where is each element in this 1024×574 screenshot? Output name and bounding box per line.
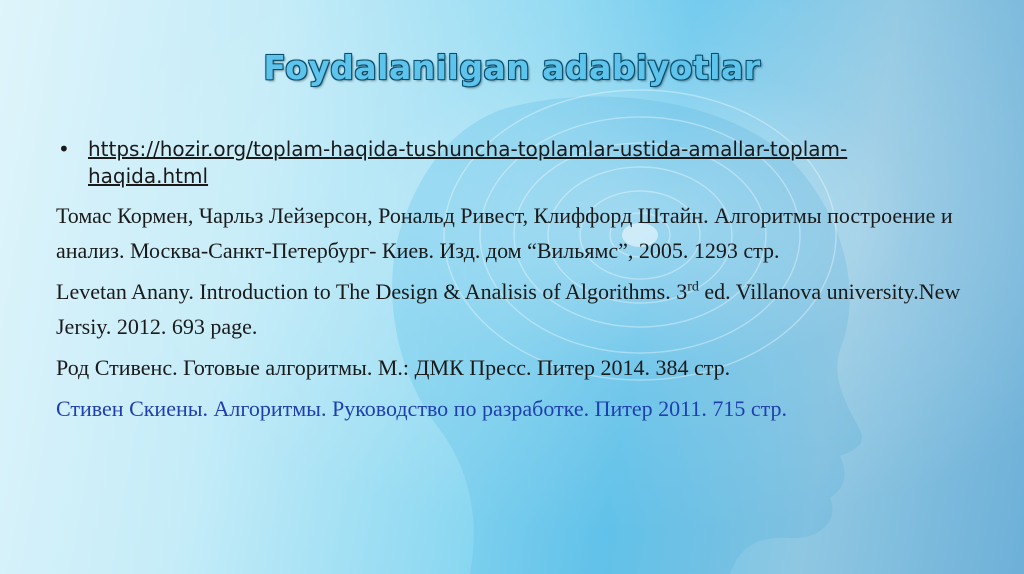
reference-levitin-part-2: ed. Villanova university.New Jersiy. 2012. 693 page. bbox=[56, 279, 961, 339]
reference-item-stephens: Род Стивенс. Готовые алгоритмы. М.: ДМК Пресс. Питер 2014. 384 стр. bbox=[56, 355, 731, 380]
reference-item-levitin bbox=[56, 274, 976, 344]
reference-url-line-2: haqida.html bbox=[88, 164, 209, 188]
reference-link-item bbox=[56, 136, 976, 190]
reference-item-cormen: Томас Кормен, Чарльз Лейзерсон, Рональд Ривест, Клиффорд Штайн. Алгоритмы построение и анализ. Москва-Санкт-Петербург- Киев. Изд. дом “Вильямс”, 2005. 1293 стр. bbox=[56, 203, 953, 263]
references-list bbox=[56, 136, 976, 432]
reference-url-link[interactable] bbox=[88, 137, 847, 188]
reference-url-line-1: https://hozir.org/toplam-haqida-tushuncha-toplamlar-ustida-amallar-toplam- bbox=[88, 137, 848, 161]
reference-item-skiena: Стивен Скиены. Алгоритмы. Руководство по разработке. Питер 2011. 715 стр. bbox=[56, 396, 787, 421]
bullet-icon: • bbox=[58, 137, 70, 161]
reference-levitin-superscript: rd bbox=[687, 279, 699, 295]
reference-levitin-part-1: Levetan Anany. Introduction to The Design & Analisis of Algorithms. 3 bbox=[56, 279, 688, 304]
slide-title: Foydalanilgan adabiyotlar bbox=[263, 48, 761, 87]
